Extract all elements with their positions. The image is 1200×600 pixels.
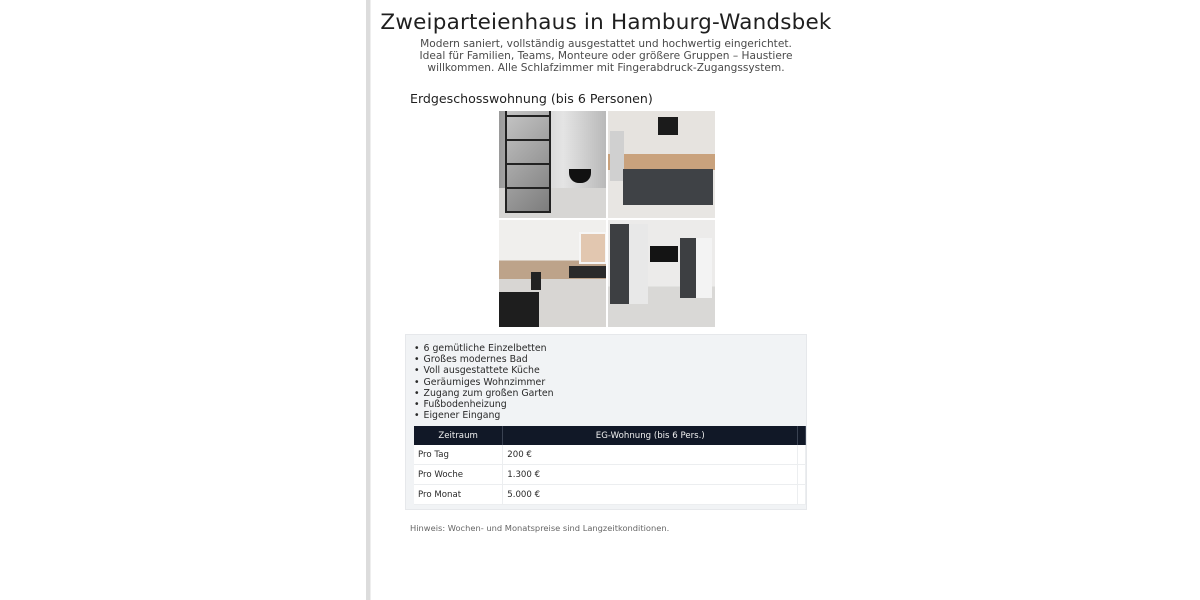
pricing-note: Hinweis: Wochen- und Monatspreise sind Langzeitkonditionen. [410, 523, 670, 533]
period-cell: Pro Tag [414, 445, 503, 465]
price-table [414, 426, 806, 505]
table-row [414, 485, 806, 505]
feature-item: • Fußbodenheizung [414, 399, 554, 410]
photo-collage [499, 111, 715, 327]
unit-info-box [405, 334, 807, 510]
column-header-period: Zeitraum [414, 426, 503, 445]
feature-item: • Geräumiges Wohnzimmer [414, 377, 554, 388]
listing-page [371, 0, 841, 600]
period-cell: Pro Woche [414, 465, 503, 485]
feature-item: • Voll ausgestattete Küche [414, 365, 554, 376]
period-cell: Pro Monat [414, 485, 503, 505]
bedroom-photo [499, 220, 606, 327]
page-title: Zweiparteienhaus in Hamburg-Wandsbek [380, 10, 832, 35]
table-row [414, 465, 806, 485]
extra-cell [798, 485, 806, 505]
listing-description: Modern saniert, vollständig ausgestattet und hochwertig eingerichtet. Ideal für Familien, Teams, Monteure oder größere Gruppen – Haustiere willkommen. Alle Schlafzimmer mit Fingerabdruck-Zugangssystem. [419, 38, 793, 74]
table-header-row [414, 426, 806, 445]
kitchen-photo [608, 111, 715, 218]
table-row [414, 445, 806, 465]
living-room-photo [608, 220, 715, 327]
feature-list [414, 343, 554, 421]
extra-cell [798, 465, 806, 485]
feature-item: • 6 gemütliche Einzelbetten [414, 343, 554, 354]
price-cell: 5.000 € [503, 485, 798, 505]
column-header-extra [798, 426, 806, 445]
extra-cell [798, 445, 806, 465]
column-header-price: EG-Wohnung (bis 6 Pers.) [503, 426, 798, 445]
price-cell: 1.300 € [503, 465, 798, 485]
unit-heading: Erdgeschosswohnung (bis 6 Personen) [410, 91, 653, 106]
feature-item: • Zugang zum großen Garten [414, 388, 554, 399]
feature-item: • Eigener Eingang [414, 410, 554, 421]
feature-item: • Großes modernes Bad [414, 354, 554, 365]
price-cell: 200 € [503, 445, 798, 465]
bathroom-photo [499, 111, 606, 218]
